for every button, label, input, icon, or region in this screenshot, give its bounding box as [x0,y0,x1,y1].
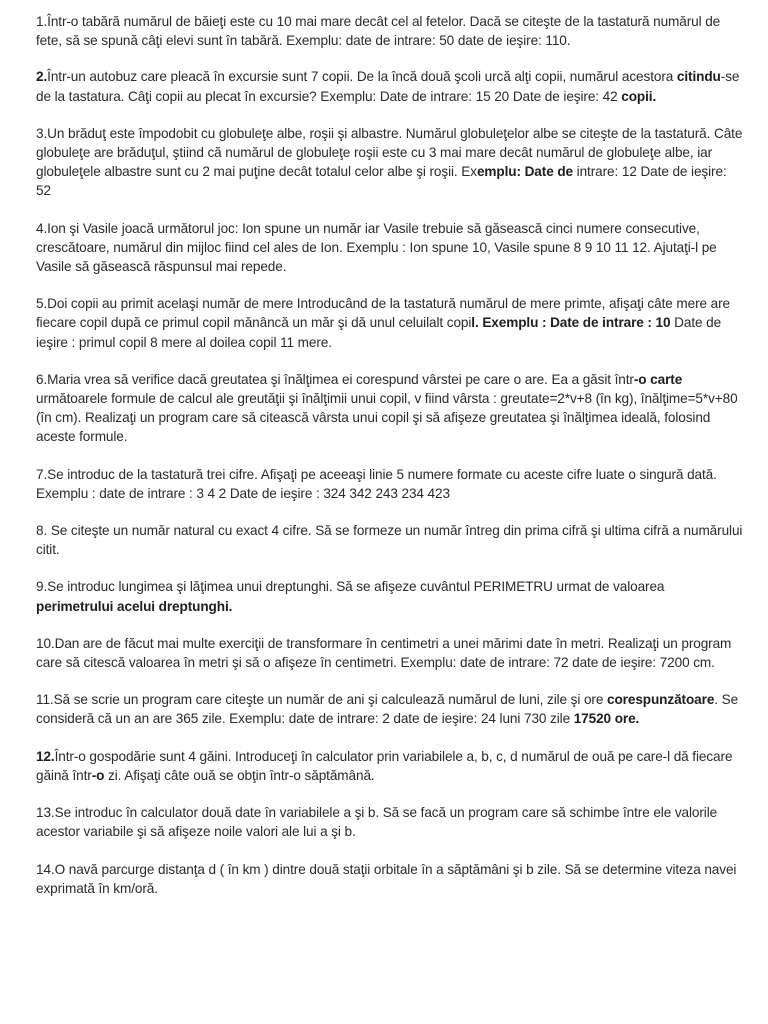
problem-text [36,747,744,785]
problem-text-part: 8. Se citeşte un număr natural cu exact 4 cifre. Să se formeze un număr întreg din prima cifră şi ultima cifră a numărului citit. [36,523,743,558]
problem-4 [36,219,744,277]
problem-text-part: intrare: 12 Date de ieşire: 52 [36,164,727,199]
problem-text [36,67,744,105]
problem-text-part: 11.Să se scrie un program care citeşte un număr de ani şi calculează numărul de luni, zile şi ore [36,692,607,708]
problem-text [36,370,744,447]
problem-text [36,634,744,672]
problem-text-part: Într-un autobuz care pleacă în excursie sunt 7 copii. De la încă două şcoli urcă alţi copii, numărul acestora [47,69,677,85]
problem-text [36,690,744,728]
problem-text-part: 13.Se introduc în calculator două date în variabilele a şi b. Să se facă un program care să schimbe între ele valorile acestor variabile şi să afişeze noile valori ale lui a şi b. [36,805,718,840]
problem-text [36,12,744,50]
problem-9 [36,577,744,615]
problem-text-part-bold: corespunzătoare [607,692,715,708]
problem-text-part: 6.Maria vrea să verifice dacă greutatea şi înălţimea ei corespund vârstei pe care o are. Ea a găsit într [36,371,634,387]
problem-text-part: 5.Doi copii au primit acelaşi număr de mere Introducând de la tastatură numărul de mere primte, afişaţi câte mere are fiecare copil după ce primul copil mănâncă un măr şi dă unul celuilalt copi [36,296,731,331]
problem-text-part-bold: emplu: Date de [476,164,573,180]
problem-text-part-bold: 17520 ore. [573,711,640,727]
problem-text-part: Într-o gospodărie sunt 4 găini. Introduceţi în calculator prin variabilele a, b, c, d numărul de ouă pe care-l dă fiecare găină într [36,748,733,783]
problem-number: 2. [36,69,48,85]
problem-text [36,219,744,277]
problem-text-part: Date de ieşire : primul copil 8 mere al doilea copil 11 mere. [36,315,722,350]
problem-10 [36,634,744,672]
problem-text-part: 3.Un brăduţ este împodobit cu globuleţe albe, roşii şi albastre. Numărul globuleţelor albe se citeşte de la tastatură. Câte globuleţe are brăduţul, ştiind că numărul de globuleţe roşii este cu 3 mai mare decât numărul de globuleţe albe, iar globuleţele albastre sunt cu 2 mai puţine decât totalul celor albe şi roşii. Ex [36,125,743,180]
problem-text [36,577,744,615]
problem-text-part: următoarele formule de calcul ale greutăţii şi înălţimii unui copil, v fiind vârsta : greutate=2*v+8 (în kg), înălţime=5*v+80 (în cm). Realizaţi un program care să citească vârsta unui copil şi să afişeze greutatea şi înălţimea ideală, folosind aceste formule. [36,391,738,445]
problem-number: 12. [36,748,55,764]
problem-text-part-bold: l. Exemplu : Date de intrare : 10 [471,315,671,331]
problem-text [36,465,744,503]
problem-text-part: -se de la tastatura. Câţi copii au plecat în excursie? Exemplu: Date de intrare: 15 20 Date de ieşire: 42 [36,69,740,104]
problem-text-part: 10.Dan are de făcut mai multe exerciţii de transformare în centimetri a unei mărimi date în metri. Realizaţi un program care să citescă valoarea în metri şi să o afişeze în centimetri. Exemplu: date de intrare: 72 date de ieşire: 7200 cm. [36,635,732,671]
problem-text-part: 9.Se introduc lungimea şi lăţimea unui dreptunghi. Să se afişeze cuvântul PERIMETRU urmat de valoarea [36,579,665,595]
problem-5 [36,294,744,352]
problem-11 [36,690,744,728]
problem-3 [36,124,744,201]
problem-text-part: 7.Se introduc de la tastatură trei cifre. Afişaţi pe aceeaşi linie 5 numere formate cu aceste cifre luate o singură dată. Exemplu : date de intrare : 3 4 2 Date de ieşire : 324 342 243 234 423 [36,466,717,501]
problem-text [36,294,744,352]
problem-14 [36,860,744,898]
problem-text [36,521,744,559]
problem-text-part: 4.Ion şi Vasile joacă următorul joc: Ion spune un număr iar Vasile trebuie să găsească cinci numere consecutive, crescătoare, numărul din mijloc fiind cel ales de Ion. Exemplu : Ion spune 10, Vasile spune 8 9 10 11 12. Ajutaţi-l pe Vasile să găsească răspunsul mai repede. [36,220,717,275]
problem-text [36,860,744,898]
problem-text-part-bold: copii. [621,88,657,104]
problem-text-part-bold: -o [91,767,105,783]
problem-text-part: 14.O navă parcurge distanţa d ( în km ) dintre două staţii orbitale în a săptămâni şi b zile. Să se determine viteza navei exprimată în km/oră. [36,861,737,896]
problem-6 [36,370,744,447]
problem-text-part-bold: -o carte [633,371,683,387]
problem-text [36,803,744,841]
problem-13 [36,803,744,841]
problem-1 [36,12,744,50]
problem-text-part: 1.Într-o tabără numărul de băieţi este cu 10 mai mare decât cel al fetelor. Dacă se citeşte de la tastatură numărul de fete, să se spună câţi elevi sunt în tabără. Exemplu: date de intrare: 50 date de ieşire: 110. [36,14,721,49]
problem-2 [36,67,744,105]
problem-text-part: . Se consideră că un an are 365 zile. Exemplu: date de intrare: 2 date de ieşire: 24 luni 730 zile [36,692,739,727]
problem-text [36,124,744,201]
problem-8 [36,521,744,559]
problem-12 [36,747,744,785]
problem-text-part-bold: perimetrului acelui dreptunghi. [36,598,233,614]
problem-text-part-bold: citindu [676,69,721,85]
problem-7 [36,465,744,503]
problem-text-part: zi. Afişaţi câte ouă se obţin într-o săptămână. [104,767,375,783]
